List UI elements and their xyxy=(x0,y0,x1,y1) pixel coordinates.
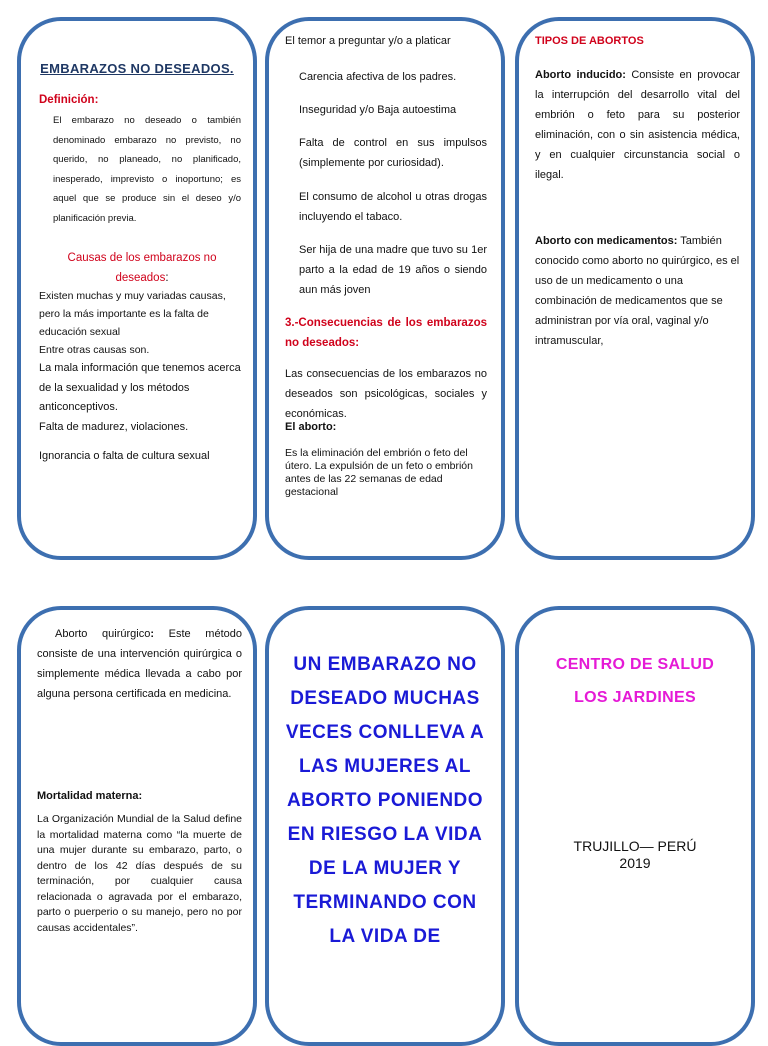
panel-cover xyxy=(515,606,755,1046)
causes-heading-colon: : xyxy=(165,271,169,284)
page-title: EMBARAZOS NO DESEADOS. xyxy=(40,61,234,76)
slogan-text: UN EMBARAZO NO DESEADO MUCHAS VECES CONLLEVA A LAS MUJERES AL ABORTO PONIENDO EN RIESGO LA VIDA DE LA MUJER Y TERMINANDO CON LA VIDA DE xyxy=(285,654,485,947)
causes-other: Entre otras causas son. xyxy=(39,344,150,356)
induced-abortion-paragraph xyxy=(535,65,740,185)
causes-heading-text: Causas de los embarazos no deseados xyxy=(67,252,217,284)
city-country: TRUJILLO— PERÚ xyxy=(573,838,697,854)
cause-item: El consumo de alcohol u otras drogas incluyendo el tabaco. xyxy=(299,191,487,223)
induced-label: Aborto inducido: xyxy=(535,69,626,81)
health-center-line2: LOS JARDINES xyxy=(574,689,696,706)
mortality-heading: Mortalidad materna: xyxy=(37,790,143,802)
causes-list xyxy=(39,287,244,467)
panel-surgical-mortality xyxy=(17,606,257,1046)
causes-intro: Existen muchas y muy variadas causas, pero la más importante es la falta de educación sexual xyxy=(39,290,226,338)
consequences-text: Las consecuencias de los embarazos no deseados son psicológicas, sociales y económicas. xyxy=(285,368,487,420)
causes-heading xyxy=(47,249,237,288)
cause-item: Inseguridad y/o Baja autoestima xyxy=(299,104,457,116)
year: 2019 xyxy=(619,855,651,871)
cause-item: El temor a preguntar y/o a platicar xyxy=(285,35,451,47)
definition-label: Definición: xyxy=(39,94,99,106)
cause-item: Ser hija de una madre que tuvo su 1er parto a la edad de 19 años o siendo aun más joven xyxy=(299,244,487,296)
panel-causes-continued xyxy=(265,17,505,560)
panel-abortion-types xyxy=(515,17,755,560)
medication-label: Aborto con medicamentos: xyxy=(535,235,678,247)
types-heading: TIPOS DE ABORTOS xyxy=(535,35,644,47)
cause-item: Falta de control en sus impulsos (simplemente por curiosidad). xyxy=(299,137,487,169)
health-center-title xyxy=(519,648,751,714)
location-block xyxy=(519,838,751,872)
cause-item: La mala información que tenemos acerca de la sexualidad y los métodos anticonceptivos. xyxy=(39,362,241,413)
health-center-line1: CENTRO DE SALUD xyxy=(555,656,715,673)
aborto-heading: El aborto: xyxy=(285,421,337,433)
surgical-colon: : xyxy=(150,628,155,640)
cause-item: Ignorancia o falta de cultura sexual xyxy=(39,450,210,462)
induced-text: Consiste en provocar la interrupción del desarrollo vital del embrión o feto para su posterior eliminación, con o sin asistencia médica, y en cualquier circunstancia social o ilegal. xyxy=(535,69,740,181)
panel-definition xyxy=(17,17,257,560)
medication-abortion-paragraph xyxy=(535,231,740,351)
mortality-text: La Organización Mundial de la Salud define la mortalidad materna como “la muerte de una mujer durante su embarazo, parto, o dentro de los 42 días después de su terminación, por cualquier causa relacionada o agravada por el embarazo, parto o puerperio o su manejo, pero no por causas accidentales”. xyxy=(37,813,242,934)
surgical-abortion-paragraph xyxy=(37,624,242,704)
surgical-label: Aborto quirúrgico xyxy=(55,628,151,640)
surgical-text: Este método consiste de una intervención quirúrgica o simplemente médica llevada a cabo por alguna persona certificada en medicina. xyxy=(37,628,242,700)
cause-item: Falta de madurez, violaciones. xyxy=(39,420,189,433)
cause-item: Carencia afectiva de los padres. xyxy=(299,71,457,83)
consequences-heading: 3.-Consecuencias de los embarazos no deseados: xyxy=(285,317,487,349)
medication-text: También conocido como aborto no quirúrgico, es el uso de un medicamento o una combinación de medicamentos que se administran por vía oral, vaginal y/o intramuscular, xyxy=(535,235,740,347)
aborto-text: Es la eliminación del embrión o feto del útero. La expulsión de un feto o embrión antes de las 22 semanas de edad gestacional xyxy=(285,447,473,498)
panel-slogan xyxy=(265,606,505,1046)
definition-text: El embarazo no deseado o también denominado embarazo no previsto, no querido, no planeado, no planificado, inesperado, imprevisto o inoportuno; es aquel que se produce sin el deseo y/o planificación previa. xyxy=(53,115,241,224)
